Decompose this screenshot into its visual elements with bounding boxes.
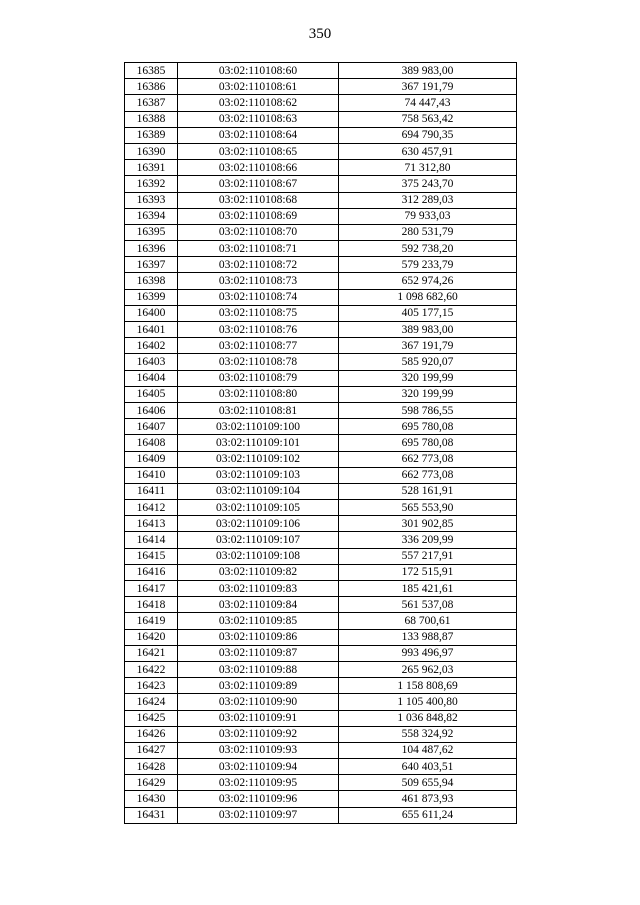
cadastral-number-cell: 03:02:110108:61 xyxy=(178,79,339,95)
row-number-cell: 16408 xyxy=(125,435,178,451)
table-row xyxy=(125,467,517,483)
row-number-cell: 16404 xyxy=(125,370,178,386)
cadastral-value-cell: 301 902,85 xyxy=(339,516,517,532)
cadastral-value-cell: 598 786,55 xyxy=(339,402,517,418)
cadastral-number-cell: 03:02:110109:93 xyxy=(178,742,339,758)
cadastral-value-cell: 461 873,93 xyxy=(339,791,517,807)
table-row xyxy=(125,370,517,386)
cadastral-number-cell: 03:02:110109:108 xyxy=(178,548,339,564)
cadastral-number-cell: 03:02:110108:69 xyxy=(178,208,339,224)
row-number-cell: 16386 xyxy=(125,79,178,95)
cadastral-number-cell: 03:02:110109:83 xyxy=(178,581,339,597)
table-row xyxy=(125,176,517,192)
row-number-cell: 16420 xyxy=(125,629,178,645)
cadastral-number-cell: 03:02:110109:96 xyxy=(178,791,339,807)
row-number-cell: 16399 xyxy=(125,289,178,305)
table-body xyxy=(125,63,517,824)
table-row xyxy=(125,63,517,79)
row-number-cell: 16423 xyxy=(125,678,178,694)
cadastral-value-cell: 993 496,97 xyxy=(339,645,517,661)
cadastral-number-cell: 03:02:110109:86 xyxy=(178,629,339,645)
cadastral-value-cell: 133 988,87 xyxy=(339,629,517,645)
cadastral-value-cell: 405 177,15 xyxy=(339,305,517,321)
table-row xyxy=(125,597,517,613)
cadastral-value-cell: 509 655,94 xyxy=(339,775,517,791)
cadastral-number-cell: 03:02:110108:67 xyxy=(178,176,339,192)
row-number-cell: 16428 xyxy=(125,759,178,775)
cadastral-value-cell: 74 447,43 xyxy=(339,95,517,111)
table-row xyxy=(125,160,517,176)
cadastral-value-cell: 655 611,24 xyxy=(339,807,517,823)
table-row xyxy=(125,127,517,143)
row-number-cell: 16400 xyxy=(125,305,178,321)
cadastral-number-cell: 03:02:110109:88 xyxy=(178,661,339,677)
table-row xyxy=(125,143,517,159)
cadastral-number-cell: 03:02:110109:91 xyxy=(178,710,339,726)
cadastral-number-cell: 03:02:110109:94 xyxy=(178,759,339,775)
row-number-cell: 16421 xyxy=(125,645,178,661)
cadastral-number-cell: 03:02:110108:60 xyxy=(178,63,339,79)
row-number-cell: 16403 xyxy=(125,354,178,370)
cadastral-number-cell: 03:02:110109:101 xyxy=(178,435,339,451)
row-number-cell: 16395 xyxy=(125,224,178,240)
cadastral-number-cell: 03:02:110108:72 xyxy=(178,257,339,273)
cadastral-value-cell: 630 457,91 xyxy=(339,143,517,159)
row-number-cell: 16415 xyxy=(125,548,178,564)
row-number-cell: 16422 xyxy=(125,661,178,677)
cadastral-number-cell: 03:02:110109:104 xyxy=(178,483,339,499)
table-row xyxy=(125,354,517,370)
table-row xyxy=(125,451,517,467)
cadastral-number-cell: 03:02:110109:95 xyxy=(178,775,339,791)
cadastral-number-cell: 03:02:110109:105 xyxy=(178,500,339,516)
table-row xyxy=(125,208,517,224)
cadastral-value-cell: 185 421,61 xyxy=(339,581,517,597)
cadastral-number-cell: 03:02:110108:62 xyxy=(178,95,339,111)
cadastral-number-cell: 03:02:110109:107 xyxy=(178,532,339,548)
table-row xyxy=(125,742,517,758)
row-number-cell: 16390 xyxy=(125,143,178,159)
table-row xyxy=(125,564,517,580)
cadastral-number-cell: 03:02:110109:90 xyxy=(178,694,339,710)
cadastral-value-cell: 662 773,08 xyxy=(339,467,517,483)
table-row xyxy=(125,645,517,661)
table-row xyxy=(125,775,517,791)
row-number-cell: 16412 xyxy=(125,500,178,516)
row-number-cell: 16424 xyxy=(125,694,178,710)
page-number: 350 xyxy=(308,26,332,42)
table-row xyxy=(125,581,517,597)
row-number-cell: 16406 xyxy=(125,402,178,418)
cadastral-value-cell: 1 105 400,80 xyxy=(339,694,517,710)
cadastral-value-cell: 367 191,79 xyxy=(339,338,517,354)
row-number-cell: 16431 xyxy=(125,807,178,823)
cadastral-number-cell: 03:02:110109:92 xyxy=(178,726,339,742)
cadastral-number-cell: 03:02:110108:71 xyxy=(178,241,339,257)
table-row xyxy=(125,79,517,95)
cadastral-number-cell: 03:02:110109:85 xyxy=(178,613,339,629)
table-row xyxy=(125,435,517,451)
cadastral-number-cell: 03:02:110108:81 xyxy=(178,402,339,418)
cadastral-number-cell: 03:02:110109:106 xyxy=(178,516,339,532)
row-number-cell: 16417 xyxy=(125,581,178,597)
table-row xyxy=(125,241,517,257)
cadastral-value-cell: 565 553,90 xyxy=(339,500,517,516)
row-number-cell: 16429 xyxy=(125,775,178,791)
table-row xyxy=(125,548,517,564)
cadastral-value-cell: 320 199,99 xyxy=(339,386,517,402)
row-number-cell: 16425 xyxy=(125,710,178,726)
table-row xyxy=(125,678,517,694)
row-number-cell: 16414 xyxy=(125,532,178,548)
row-number-cell: 16391 xyxy=(125,160,178,176)
cadastral-value-cell: 561 537,08 xyxy=(339,597,517,613)
cadastral-value-cell: 389 983,00 xyxy=(339,322,517,338)
cadastral-value-table xyxy=(124,62,517,824)
cadastral-value-cell: 280 531,79 xyxy=(339,224,517,240)
cadastral-value-cell: 312 289,03 xyxy=(339,192,517,208)
row-number-cell: 16397 xyxy=(125,257,178,273)
cadastral-number-cell: 03:02:110108:75 xyxy=(178,305,339,321)
table-row xyxy=(125,402,517,418)
row-number-cell: 16388 xyxy=(125,111,178,127)
cadastral-number-cell: 03:02:110109:87 xyxy=(178,645,339,661)
cadastral-number-cell: 03:02:110108:65 xyxy=(178,143,339,159)
cadastral-number-cell: 03:02:110108:78 xyxy=(178,354,339,370)
row-number-cell: 16396 xyxy=(125,241,178,257)
row-number-cell: 16419 xyxy=(125,613,178,629)
table-row xyxy=(125,338,517,354)
table-row xyxy=(125,613,517,629)
table-row xyxy=(125,192,517,208)
cadastral-value-cell: 694 790,35 xyxy=(339,127,517,143)
table-row xyxy=(125,224,517,240)
cadastral-value-cell: 68 700,61 xyxy=(339,613,517,629)
cadastral-number-cell: 03:02:110108:64 xyxy=(178,127,339,143)
row-number-cell: 16392 xyxy=(125,176,178,192)
row-number-cell: 16398 xyxy=(125,273,178,289)
row-number-cell: 16402 xyxy=(125,338,178,354)
cadastral-number-cell: 03:02:110108:70 xyxy=(178,224,339,240)
row-number-cell: 16407 xyxy=(125,419,178,435)
cadastral-value-cell: 592 738,20 xyxy=(339,241,517,257)
cadastral-number-cell: 03:02:110109:97 xyxy=(178,807,339,823)
table-row xyxy=(125,807,517,823)
table-row xyxy=(125,111,517,127)
row-number-cell: 16411 xyxy=(125,483,178,499)
row-number-cell: 16418 xyxy=(125,597,178,613)
cadastral-number-cell: 03:02:110108:68 xyxy=(178,192,339,208)
cadastral-value-cell: 79 933,03 xyxy=(339,208,517,224)
cadastral-number-cell: 03:02:110108:79 xyxy=(178,370,339,386)
cadastral-number-cell: 03:02:110108:66 xyxy=(178,160,339,176)
cadastral-value-cell: 320 199,99 xyxy=(339,370,517,386)
row-number-cell: 16405 xyxy=(125,386,178,402)
cadastral-value-cell: 695 780,08 xyxy=(339,419,517,435)
cadastral-value-cell: 558 324,92 xyxy=(339,726,517,742)
table-row xyxy=(125,386,517,402)
row-number-cell: 16389 xyxy=(125,127,178,143)
table-row xyxy=(125,710,517,726)
cadastral-value-cell: 652 974,26 xyxy=(339,273,517,289)
cadastral-value-cell: 367 191,79 xyxy=(339,79,517,95)
row-number-cell: 16409 xyxy=(125,451,178,467)
table-row xyxy=(125,273,517,289)
row-number-cell: 16385 xyxy=(125,63,178,79)
cadastral-value-cell: 528 161,91 xyxy=(339,483,517,499)
cadastral-value-cell: 1 158 808,69 xyxy=(339,678,517,694)
table-row xyxy=(125,483,517,499)
cadastral-value-cell: 172 515,91 xyxy=(339,564,517,580)
row-number-cell: 16427 xyxy=(125,742,178,758)
cadastral-value-cell: 336 209,99 xyxy=(339,532,517,548)
cadastral-number-cell: 03:02:110109:84 xyxy=(178,597,339,613)
cadastral-number-cell: 03:02:110108:73 xyxy=(178,273,339,289)
cadastral-value-cell: 585 920,07 xyxy=(339,354,517,370)
cadastral-number-cell: 03:02:110108:76 xyxy=(178,322,339,338)
row-number-cell: 16416 xyxy=(125,564,178,580)
row-number-cell: 16387 xyxy=(125,95,178,111)
cadastral-number-cell: 03:02:110109:82 xyxy=(178,564,339,580)
cadastral-number-cell: 03:02:110108:77 xyxy=(178,338,339,354)
table-row xyxy=(125,791,517,807)
table-row xyxy=(125,532,517,548)
table-row xyxy=(125,305,517,321)
cadastral-value-cell: 1 098 682,60 xyxy=(339,289,517,305)
cadastral-number-cell: 03:02:110109:100 xyxy=(178,419,339,435)
cadastral-value-cell: 758 563,42 xyxy=(339,111,517,127)
cadastral-value-cell: 579 233,79 xyxy=(339,257,517,273)
cadastral-value-cell: 640 403,51 xyxy=(339,759,517,775)
table-row xyxy=(125,257,517,273)
table-row xyxy=(125,726,517,742)
cadastral-value-cell: 265 962,03 xyxy=(339,661,517,677)
cadastral-value-cell: 389 983,00 xyxy=(339,63,517,79)
cadastral-value-cell: 557 217,91 xyxy=(339,548,517,564)
row-number-cell: 16393 xyxy=(125,192,178,208)
table-row xyxy=(125,516,517,532)
table-row xyxy=(125,694,517,710)
row-number-cell: 16394 xyxy=(125,208,178,224)
table-row xyxy=(125,419,517,435)
table-row xyxy=(125,500,517,516)
table-row xyxy=(125,661,517,677)
table-row xyxy=(125,629,517,645)
cadastral-value-cell: 695 780,08 xyxy=(339,435,517,451)
cadastral-number-cell: 03:02:110108:74 xyxy=(178,289,339,305)
cadastral-number-cell: 03:02:110109:89 xyxy=(178,678,339,694)
cadastral-value-cell: 71 312,80 xyxy=(339,160,517,176)
table-row xyxy=(125,322,517,338)
cadastral-number-cell: 03:02:110109:102 xyxy=(178,451,339,467)
cadastral-value-cell: 662 773,08 xyxy=(339,451,517,467)
cadastral-number-cell: 03:02:110108:80 xyxy=(178,386,339,402)
cadastral-value-cell: 104 487,62 xyxy=(339,742,517,758)
row-number-cell: 16413 xyxy=(125,516,178,532)
table-row xyxy=(125,289,517,305)
cadastral-value-cell: 1 036 848,82 xyxy=(339,710,517,726)
row-number-cell: 16410 xyxy=(125,467,178,483)
cadastral-number-cell: 03:02:110108:63 xyxy=(178,111,339,127)
cadastral-value-cell: 375 243,70 xyxy=(339,176,517,192)
table-row xyxy=(125,95,517,111)
row-number-cell: 16401 xyxy=(125,322,178,338)
table-row xyxy=(125,759,517,775)
row-number-cell: 16430 xyxy=(125,791,178,807)
row-number-cell: 16426 xyxy=(125,726,178,742)
cadastral-number-cell: 03:02:110109:103 xyxy=(178,467,339,483)
